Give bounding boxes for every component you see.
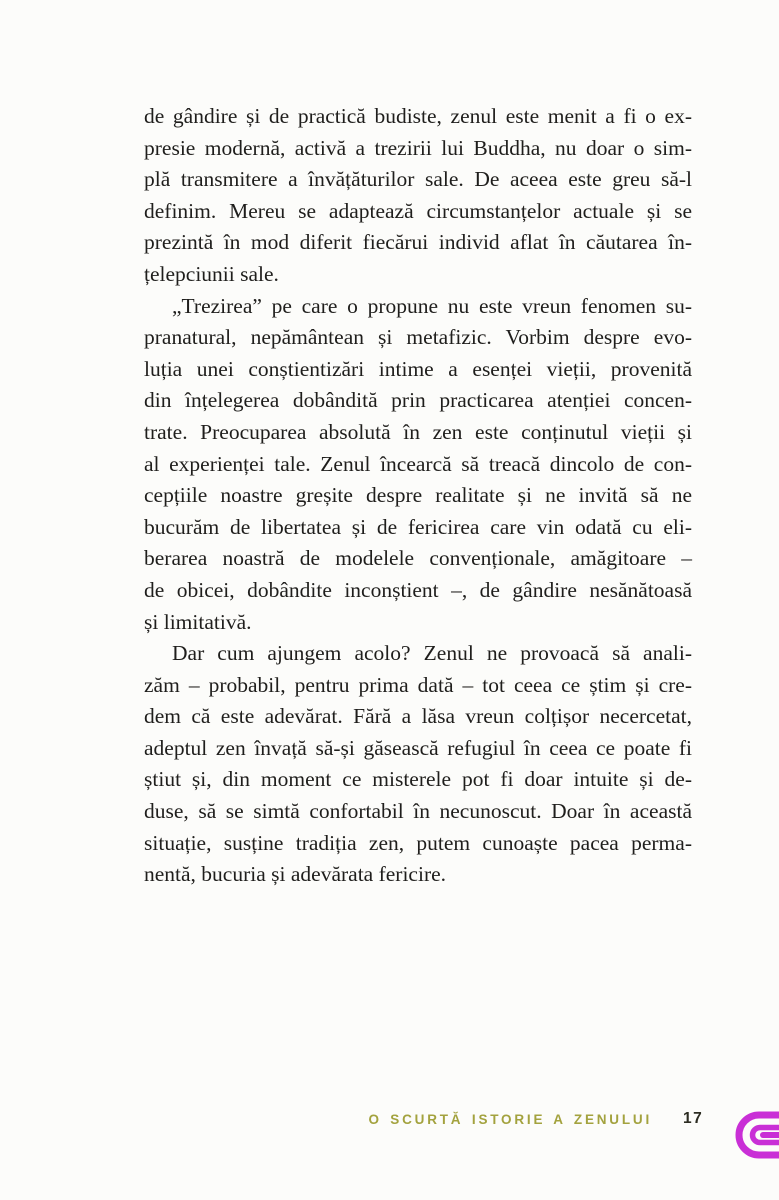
paragraph (144, 101, 692, 291)
text-line: dem că este adevărat. Fără a lăsa vreun colțișor necercetat, (144, 704, 692, 729)
text-line: nentă, bucuria și adevărata fericire. (144, 862, 447, 887)
body-text (144, 101, 692, 891)
text-line: cepțiile noastre greșite despre realitate și ne invită să ne (144, 483, 692, 508)
text-line: din înțelegerea dobândită prin practicarea atenției concen- (144, 388, 692, 413)
page-number: 17 (683, 1110, 704, 1127)
text-line: știut și, din moment ce misterele pot fi doar intuite și de- (144, 767, 692, 792)
text-line: de gândire și de practică budiste, zenul este menit a fi o ex- (144, 104, 692, 128)
text-line: bucurăm de libertatea și de fericirea care vin odată cu eli- (144, 514, 692, 539)
text-line: definim. Mereu se adaptează circumstanțelor actuale și se (144, 198, 692, 223)
text-line: țelepciunii sale. (144, 261, 279, 286)
text-line: presie modernă, activă a trezirii lui Buddha, nu doar o sim- (144, 135, 692, 160)
text-line: luția unei conștientizări intime a esenței vieții, provenită (144, 356, 692, 381)
text-line: situație, susține tradiția zen, putem cunoaște pacea perma- (144, 830, 692, 855)
publisher-c-mark-icon (735, 1111, 779, 1159)
text-line: berarea noastră de modelele convenționale, amăgitoare – (144, 546, 692, 571)
text-line: de obicei, dobândite inconștient –, de gândire nesănătoasă (144, 577, 692, 602)
text-line: „Trezirea” pe care o propune nu este vreun fenomen su- (172, 293, 692, 318)
running-head: O SCURTĂ ISTORIE A ZENULUI (368, 1112, 652, 1127)
text-line: al experienței tale. Zenul încearcă să treacă dincolo de con- (144, 451, 692, 476)
text-line: prezintă în mod diferit fiecărui individ aflat în căutarea în- (144, 230, 692, 255)
text-line: trate. Preocuparea absolută în zen este conținutul vieții și (144, 419, 692, 444)
text-line: duse, să se simtă confortabil în necunoscut. Doar în această (144, 799, 692, 824)
text-line: Dar cum ajungem acolo? Zenul ne provoacă să anali- (172, 641, 692, 666)
text-line: și limitativă. (144, 609, 252, 634)
paragraph (144, 291, 692, 639)
paragraph (144, 638, 692, 891)
text-line: zăm – probabil, pentru prima dată – tot ceea ce știm și cre- (144, 672, 692, 697)
text-line: plă transmitere a învățăturilor sale. De aceea este greu să-l (144, 167, 692, 192)
text-line: adeptul zen învață să-și găsească refugiul în ceea ce poate fi (144, 735, 692, 760)
text-line: pranatural, nepământean și metafizic. Vorbim despre evo- (144, 325, 692, 350)
